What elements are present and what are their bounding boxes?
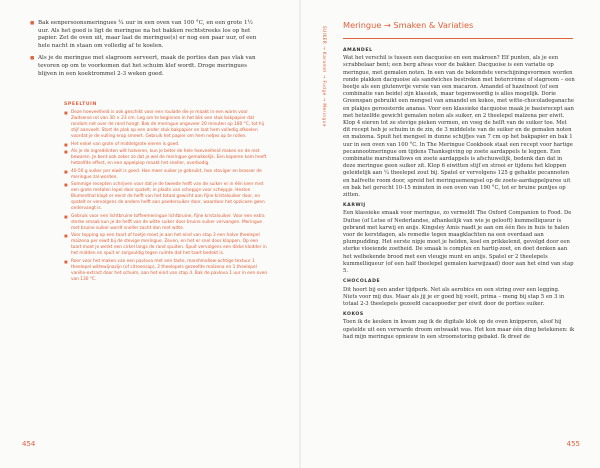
page-number-right: 455	[566, 440, 580, 448]
running-head	[320, 26, 328, 146]
section-text: Een klassieke smaak voor meringue, zo vermeldt The Oxford Companion to Food. De Duitse (of Letse of Nederlandse, afhankelijk van wie je gelooft) kummelliqueur is gebrand met karwij en anijs. Kingsley Amis raadt je aan om één fles in huis te halen voor de kerstdagen, als remedie tegen maagklachten na een overdaad aan plumpudding. Het eerste nipje moet je helden, koel en prikkelend, gevolgd door een sterke vloeiende zoetheid. De smaak is complex en hartig-zoet, en doet denken aan het welbekende brood met een vleugje munt en anijs. Spatel er 2 theelepels kummelliqueur (of een half theelepel gemalen karwijzaad) door aan het eind van stap 5.	[343, 210, 574, 275]
tip-item: ■ Gebruik voor een lichtbruine toffeemeringue lichtbruine, fijne kristalsuiker. Voor een extra sterke smaak kun je de helft van de witte suiker door bruine suiker vervangen. Meringue met bruine suiker wordt sneller zacht dan met witte.	[64, 214, 269, 232]
tip-item: ■ Roer voor het maken van een pavlova met een taste, marshmallow-achtige textuur 1 theelepel wittewijnazijn (of citroensap), 2 theelepels gezeefde maïzena en 1 theelepel vanille-extract door het schuim, aan het eind van stap 4. Bak de pavlova 1 uur in een oven van 130 °C.	[64, 259, 269, 283]
section-heading: KOKOS	[343, 312, 364, 318]
tips-title: SPEELTUIN	[64, 102, 97, 107]
tips-box	[64, 102, 269, 284]
body-column	[343, 44, 575, 343]
section-text: Wat het verschil is tussen een dacquoise en een makroen? Elf punten, als je een scrabbelaar bent; een berg afwas voor de bakker. Dacquoise is een variatie op meringue, met gemalen noten. In een van de bekendste verschijningsvormen worden ronde plakken dacquoise als sandwiches bestreken met botercrème of slagroom – een beetje als een glutenvrije versie van een macaron. Amandel of hazelnoot (of een combinatie van beide) zijn klassiek, maar tegenwoordig is alles mogelijk. Dorie Greenspan gebruikt een mengsel van amandel en kokos, met witte-chocoladeganache en plakjes geroosterde ananas. Voor een klassieke dacquoise maak je basisrecept aan met hetzelfde gewicht gemalen noten als suiker, en 2 theelepel maïzena per eiwit. Klop 4 eieren tot ze stevige pieken vormen, en voeg de helft van de suiker toe. Met dit recept heb je schuim in de zin, de 3 middelste van de suiker en de gemalen noten en maïzena. Spuit het mengsel in dunne schijfjes van 7 cm op het bakpapier en bak 1 uur in een oven van 100 °C. In The Meringue Cookbook staat een recept voor hartige pecannootmeringue om tijdens Thanksgiving op zoete aardappels te leggen. Een combinatie marshmallows en zoete aardappels is afschuwelijk, bedenk dan dat in deze meringue geen suiker zit. Klop 6 eiwitten stijf en strooi er tijdens het kloppen geleidelijk aan ¼ theelepel zout bij. Spatel er vervolgens 125 g gehakte pecannoten en halfvette room door, spreid het meringuemengsel op de zoete-aardappelpuree uit en bak het gerecht 10-15 minuten in een oven van 190 °C, tot er bruine puntjes op zitten.	[343, 55, 575, 199]
tip-item: ■ Sommige recepten schrijven voor dat je de tweede helft van de suiker er in één keer met een grote metalen lepel door spatelt; in plaats van scheppje voor scheppje. Heston Blumenthal klopt er eerst de helft van het totaal gewicht aan fijne kristalsuiker door, en spatelt er vervolgens de andere helft aan poedersuiker door, waardoor het opzicoen geen ondervangt is.	[64, 182, 269, 212]
bullet-item: ■ Bak eenpersoonsmeringues ¼ uur in een oven van 100 °C, en een grote 1½ uur. Als het goed is ligt de meringue na het bakken rechtstreeks los op het papier. Zet de oven uit, maar laat de meringue(s) er nog een paar uur, of een hele nacht in staan om volledig af te koelen.	[30, 20, 265, 50]
section-text: Dit hoort bij een ander tijdperk. Net als aerobics en een string over een legging. Niets voor mij dus. Maar als jij je er goed bij voelt, prima – meng bij stap 5 en 3 in totaal 2-3 theelepels gezeefd cacaopoeder per eiwit door de porties suiker.	[343, 286, 565, 307]
tip-item: ■ Het enkel van grote of middelgrote eieren is goed.	[64, 142, 269, 148]
tip-item: ■ Voor topping op een taart of toetje moet je aan het eind van stap 3 een halve theelepel maïzena per eiwit bij de stevige meringue. Zeven, en het er snel door kloppen. Op een taart moet je werkt een cirkel langs de rand spuiten. Spuit vervolgens een dikke klodder in het midden en spuit er zorgvuldig tegen ruimte dat het taart bedekt is.	[64, 233, 269, 257]
page-number-left: 454	[22, 440, 36, 448]
chapter-title: Meringue → Smaken & Variaties	[343, 20, 474, 30]
tip-item: ■ 40-50 g suiker per eiwit is goed. Hoe meer suiker je gebruikt, hoe stoviger en brosser de meringue zal worden.	[64, 169, 269, 181]
bullet-item: ■ Als je de meringue met slagroom serveert, maak de porties dan pas vlak van tevoren op om te voorkomen dat het schuim klef wordt. Droge meringues blijven in een koektrommel 2-3 weken goed.	[30, 55, 265, 78]
running-head-text: SUIKER → Karamel → Fudge → Meringue	[322, 26, 327, 127]
title-rule	[343, 38, 573, 39]
tip-item: ■ Deze hoeveelheid is ook geschikt voor een roulade die je maakt in een warm voor Zwitserse rol van 30 × 23 cm. Leg om te beginnen in het blik een stuk bakpapier dat rondom net over de rand hangt. Bak de meringue ongeveer 20 minuten op 180 °C, tot hij stijf aanvoelt. Stort de plak op een ander stuk bakpapier en laat hem volledig afkoelen voordat je de vulling erop smeert. Gebruik het papier om hem netjes op te rollen.	[64, 110, 269, 140]
section-text: Toen ik de keuken in kwam zag ik de digitale klok op de oven knipperen, alsof hij opstelde uit een verwarde droom ontwaakt was. Het kon maar één ding betekenen: ik had mijn meringue opnieuw in een stroomstoring gebakd. Ik dreef de	[343, 319, 575, 340]
tip-item: ■ Als je de ingrediënten wilt halveren, kun je beter de hele hoeveelheid maken en de rest bewaren. Je bent ook zeker zo dat je wel de meringue gemakkelijk. Een koperen kom heeft hetzelfde effect, en een appelpiep maakt het sneller, overbodig.	[64, 149, 269, 167]
section-heading: CHOCOLADE	[343, 279, 381, 285]
tips-list	[64, 110, 269, 283]
section-heading: AMANDEL	[343, 48, 373, 53]
top-bullet-list	[30, 20, 265, 83]
section-heading: KARWIJ	[343, 203, 366, 209]
